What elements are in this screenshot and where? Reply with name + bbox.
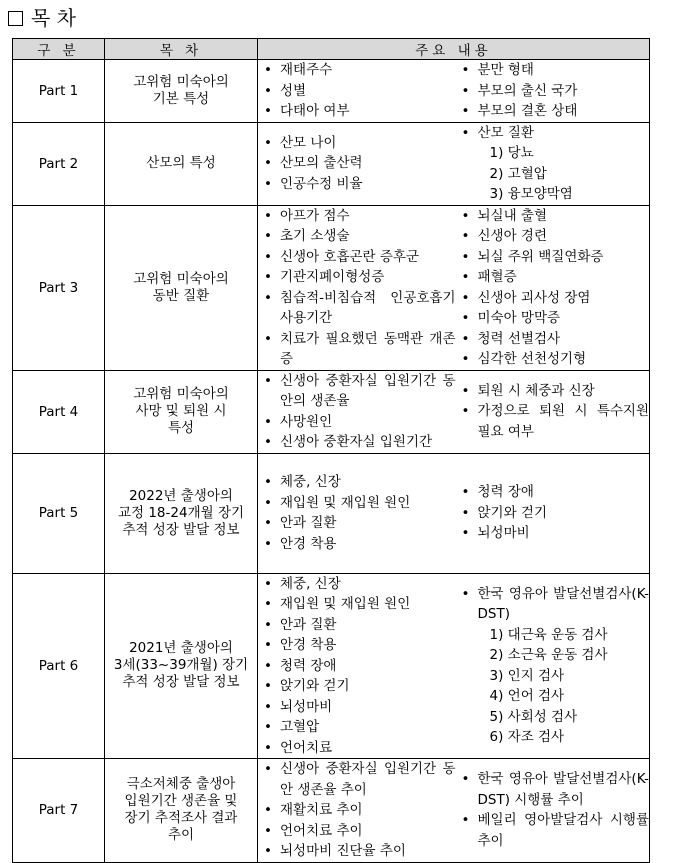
table-row — [13, 759, 650, 863]
bullet-item: • 고혈압 — [262, 717, 456, 738]
bullet-item: • 언어치료 추이 — [262, 821, 456, 842]
section-content — [258, 370, 650, 453]
section-content — [258, 759, 650, 863]
content-column-left — [258, 574, 456, 759]
content-column-right — [456, 60, 650, 122]
bullet-item: • 뇌성마비 — [460, 523, 650, 544]
bullet-item: • 초기 소생술 — [262, 226, 456, 247]
content-column-right — [456, 206, 650, 370]
bullet-item: • 미숙아 망막증 — [460, 308, 650, 329]
bullet-item: • 가정으로 퇴원 시 특수지원 필요 여부 — [460, 401, 650, 442]
bullet-item: • 재입원 및 재입원 원인 — [262, 493, 456, 514]
section-title-line: 3세(33~39개월) 장기 — [113, 657, 249, 674]
section-content — [258, 573, 650, 759]
bullet-item: • 청력 선별검사 — [460, 329, 650, 350]
section-title-line: 2022년 출생아의 — [129, 487, 233, 504]
table-row — [13, 122, 650, 205]
sub-item: 6) 자조 검사 — [489, 729, 565, 746]
bullet-item: • 신생아 호흡곤란 증후군 — [262, 247, 456, 268]
section-title-line: 사망 및 퇴원 시 — [135, 403, 227, 419]
section-title-line: 고위험 미숙아의 — [133, 270, 229, 287]
content-column-right — [456, 584, 650, 748]
bullet-item: • 언어치료 — [262, 738, 456, 759]
section-content — [258, 60, 650, 123]
sub-item: 3) 융모양막염 — [489, 186, 573, 202]
section-title-line: 추적 성장 발달 정보 — [122, 674, 240, 691]
header-contents: 목 차 — [105, 39, 258, 60]
section-content — [258, 205, 650, 370]
sub-item: 3) 인지 검사 — [489, 667, 565, 684]
bullet-item: • 뇌실 주위 백질연화증 — [460, 247, 650, 268]
section-title — [105, 60, 258, 123]
bullet-item: • 앉기와 걷기 — [460, 503, 650, 524]
content-column-left — [258, 206, 456, 370]
content-column-left — [258, 133, 456, 195]
section-content — [258, 453, 650, 573]
bullet-item: • 기관지폐이형성증 — [262, 267, 456, 288]
section-title-line: 특성 — [167, 420, 195, 436]
bullet-item: • 재입원 및 재입원 원인 — [262, 594, 456, 615]
section-title — [105, 573, 258, 759]
section-title — [105, 370, 258, 453]
section-title-line: 장기 추적조사 결과 — [124, 810, 238, 827]
section-title-line: 입원기간 생존율 및 — [124, 793, 238, 810]
part-label: Part 2 — [13, 122, 105, 205]
content-column-right — [456, 769, 650, 851]
section-title-line: 동반 질환 — [152, 287, 210, 304]
bullet-item: • 아프가 점수 — [262, 206, 456, 227]
checkbox-icon — [8, 11, 23, 26]
content-column-left — [258, 371, 456, 453]
bullet-item: • 한국 영유아 발달선별검사(K-DST) 시행률 추이 — [460, 769, 650, 810]
sub-item: 4) 언어 검사 — [489, 688, 565, 705]
bullet-item: • 체중, 신장 — [262, 574, 456, 595]
section-title — [105, 122, 258, 205]
toc-title: 목 차 — [31, 6, 76, 30]
sub-item: 1) 당뇨 — [489, 145, 534, 161]
table-row — [13, 573, 650, 759]
table-row — [13, 370, 650, 453]
section-title-line: 교정 18-24개월 장기 — [117, 504, 245, 521]
bullet-item: • 재태주수 — [262, 60, 456, 81]
table-row — [13, 453, 650, 573]
part-label: Part 5 — [13, 453, 105, 573]
bullet-item: • 부모의 결혼 상태 — [460, 101, 650, 122]
section-title-line: 2021년 출생아의 — [129, 640, 233, 657]
bullet-item: • 다태아 여부 — [262, 101, 456, 122]
content-column-left — [258, 60, 456, 122]
bullet-item: • 베일리 영아발달검사 시행률 추이 — [460, 810, 650, 851]
section-title — [105, 453, 258, 573]
bullet-item: • 인공수정 비율 — [262, 174, 456, 195]
section-title-line: 기본 특성 — [152, 90, 210, 107]
bullet-item: • 안과 질환 — [262, 513, 456, 534]
section-title-line: 극소저체중 출생아 — [126, 776, 236, 793]
bullet-item: • 산모의 출산력 — [262, 153, 456, 174]
content-column-left — [258, 472, 456, 554]
header-category: 구 분 — [13, 39, 105, 60]
section-title-line: 추이 — [167, 827, 195, 844]
sub-item: 2) 소근육 운동 검사 — [489, 647, 608, 664]
toc-table — [12, 38, 650, 863]
bullet-item: • 안경 착용 — [262, 534, 456, 555]
bullet-item: • 성별 — [262, 81, 456, 102]
bullet-item: • 신생아 중환자실 입원기간 동안의 생존율 — [262, 371, 456, 412]
bullet-item: • 뇌실내 출혈 — [460, 206, 650, 227]
section-content — [258, 122, 650, 205]
bullet-item: • 부모의 출신 국가 — [460, 81, 650, 102]
bullet-item: • 사망원인 — [262, 412, 456, 433]
section-title-line: 추적 성장 발달 정보 — [122, 521, 240, 538]
table-row — [13, 60, 650, 123]
table-header-row — [13, 39, 650, 60]
bullet-item: • 패혈증 — [460, 267, 650, 288]
bullet-item: • 침습적-비침습적 인공호흡기 사용기간 — [262, 288, 456, 329]
bullet-item: • 한국 영유아 발달선별검사(K-DST) — [460, 584, 650, 625]
header-main-content: 주요 내용 — [258, 39, 650, 60]
table-row — [13, 205, 650, 370]
part-label: Part 6 — [13, 573, 105, 759]
sub-item: 2) 고혈압 — [489, 165, 547, 182]
bullet-item: • 분만 형태 — [460, 60, 650, 81]
content-column-right — [456, 123, 650, 205]
bullet-item: • 신생아 중환자실 입원기간 동안 생존율 추이 — [262, 759, 456, 800]
section-title-line: 산모의 특성 — [146, 155, 216, 171]
part-label: Part 3 — [13, 205, 105, 370]
toc-heading — [8, 5, 76, 31]
bullet-item: • 청력 장애 — [262, 656, 456, 677]
bullet-item: • 치료가 필요했던 동맥관 개존증 — [262, 329, 456, 370]
bullet-item: • 뇌성마비 진단율 추이 — [262, 841, 456, 862]
bullet-item: • 심각한 선천성기형 — [460, 349, 650, 370]
bullet-item: • 산모 나이 — [262, 133, 456, 154]
bullet-item: • 재활치료 추이 — [262, 800, 456, 821]
bullet-item: • 앉기와 걷기 — [262, 676, 456, 697]
content-column-right — [456, 381, 650, 443]
bullet-item: • 신생아 경련 — [460, 226, 650, 247]
bullet-item: • 안과 질환 — [262, 615, 456, 636]
section-title — [105, 205, 258, 370]
bullet-item: • 뇌성마비 — [262, 697, 456, 718]
bullet-item: • 산모 질환 — [460, 123, 650, 144]
part-label: Part 7 — [13, 759, 105, 863]
bullet-item: • 신생아 괴사성 장염 — [460, 288, 650, 309]
content-column-right — [456, 482, 650, 544]
section-title-line: 고위험 미숙아의 — [133, 386, 229, 402]
part-label: Part 4 — [13, 370, 105, 453]
part-label: Part 1 — [13, 60, 105, 123]
bullet-item: • 퇴원 시 체중과 신장 — [460, 381, 650, 402]
bullet-item: • 신생아 중환자실 입원기간 — [262, 432, 456, 453]
section-title-line: 고위험 미숙아의 — [133, 73, 229, 90]
sub-item: 5) 사회성 검사 — [489, 708, 578, 725]
sub-item: 1) 대근육 운동 검사 — [489, 626, 608, 643]
bullet-item: • 안경 착용 — [262, 635, 456, 656]
bullet-item: • 체중, 신장 — [262, 472, 456, 493]
section-title — [105, 759, 258, 863]
content-column-left — [258, 759, 456, 862]
bullet-item: • 청력 장애 — [460, 482, 650, 503]
